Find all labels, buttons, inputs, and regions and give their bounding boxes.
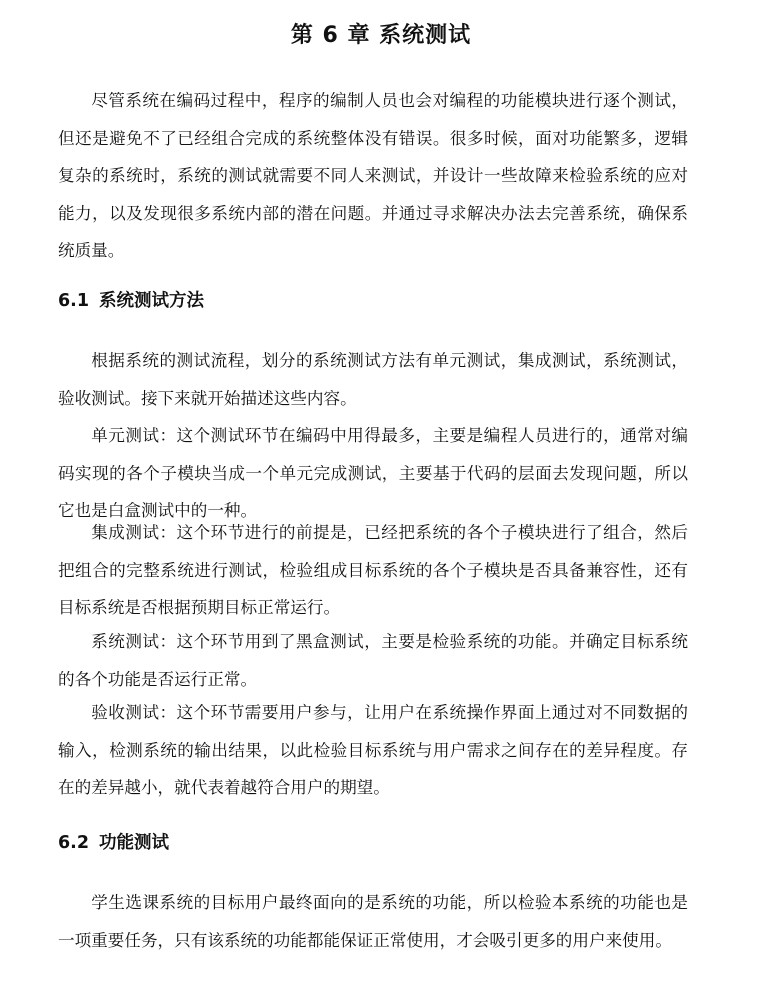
section-6-2-paragraph-1: 学生选课系统的目标用户最终面向的是系统的功能，所以检验本系统的功能也是一项重要任务，只有该系统的功能都能保证正常使用，才会吸引更多的用户来使用。 xyxy=(58,893,688,950)
chapter-intro-paragraph: 尽管系统在编码过程中，程序的编制人员也会对编程的功能模块进行逐个测试，但还是避免不了已经组合完成的系统整体没有错误。很多时候，面对功能繁多，逻辑复杂的系统时，系统的测试就需要不同人来测试，并设计一些故障来检验系统的应对能力，以及发现很多系统内部的潜在问题。并通过寻求解决办法去完善系统，确保系统质量。 xyxy=(58,91,688,260)
section-6-1-number: 6.1 xyxy=(58,291,90,311)
section-6-1-paragraph-5: 验收测试：这个环节需要用户参与，让用户在系统操作界面上通过对不同数据的输入，检测系统的输出结果，以此检验目标系统与用户需求之间存在的差异程度。存在的差异越小，就代表着越符合用户的期望。 xyxy=(58,703,688,797)
section-6-1-paragraph-4: 系统测试：这个环节用到了黑盒测试，主要是检验系统的功能。并确定目标系统的各个功能是否运行正常。 xyxy=(58,632,688,689)
section-6-2-title: 功能测试 xyxy=(99,833,170,853)
chapter-title: 第 6 章 系统测试 xyxy=(290,23,472,48)
section-6-1-paragraph-3: 集成测试：这个环节进行的前提是，已经把系统的各个子模块进行了组合，然后把组合的完整系统进行测试，检验组成目标系统的各个子模块是否具备兼容性，还有目标系统是否根据预期目标正常运行。 xyxy=(58,523,688,617)
section-6-1-heading xyxy=(58,288,204,314)
section-6-1-paragraph-2: 单元测试：这个测试环节在编码中用得最多，主要是编程人员进行的，通常对编码实现的各个子模块当成一个单元完成测试，主要基于代码的层面去发现问题，所以它也是白盒测试中的一种。 xyxy=(58,426,688,520)
section-6-2-heading xyxy=(58,830,169,856)
section-6-1-paragraph-1: 根据系统的测试流程，划分的系统测试方法有单元测试，集成测试，系统测试，验收测试。接下来就开始描述这些内容。 xyxy=(58,351,688,408)
section-6-1-title: 系统测试方法 xyxy=(99,291,205,311)
section-6-2-number: 6.2 xyxy=(58,833,90,853)
